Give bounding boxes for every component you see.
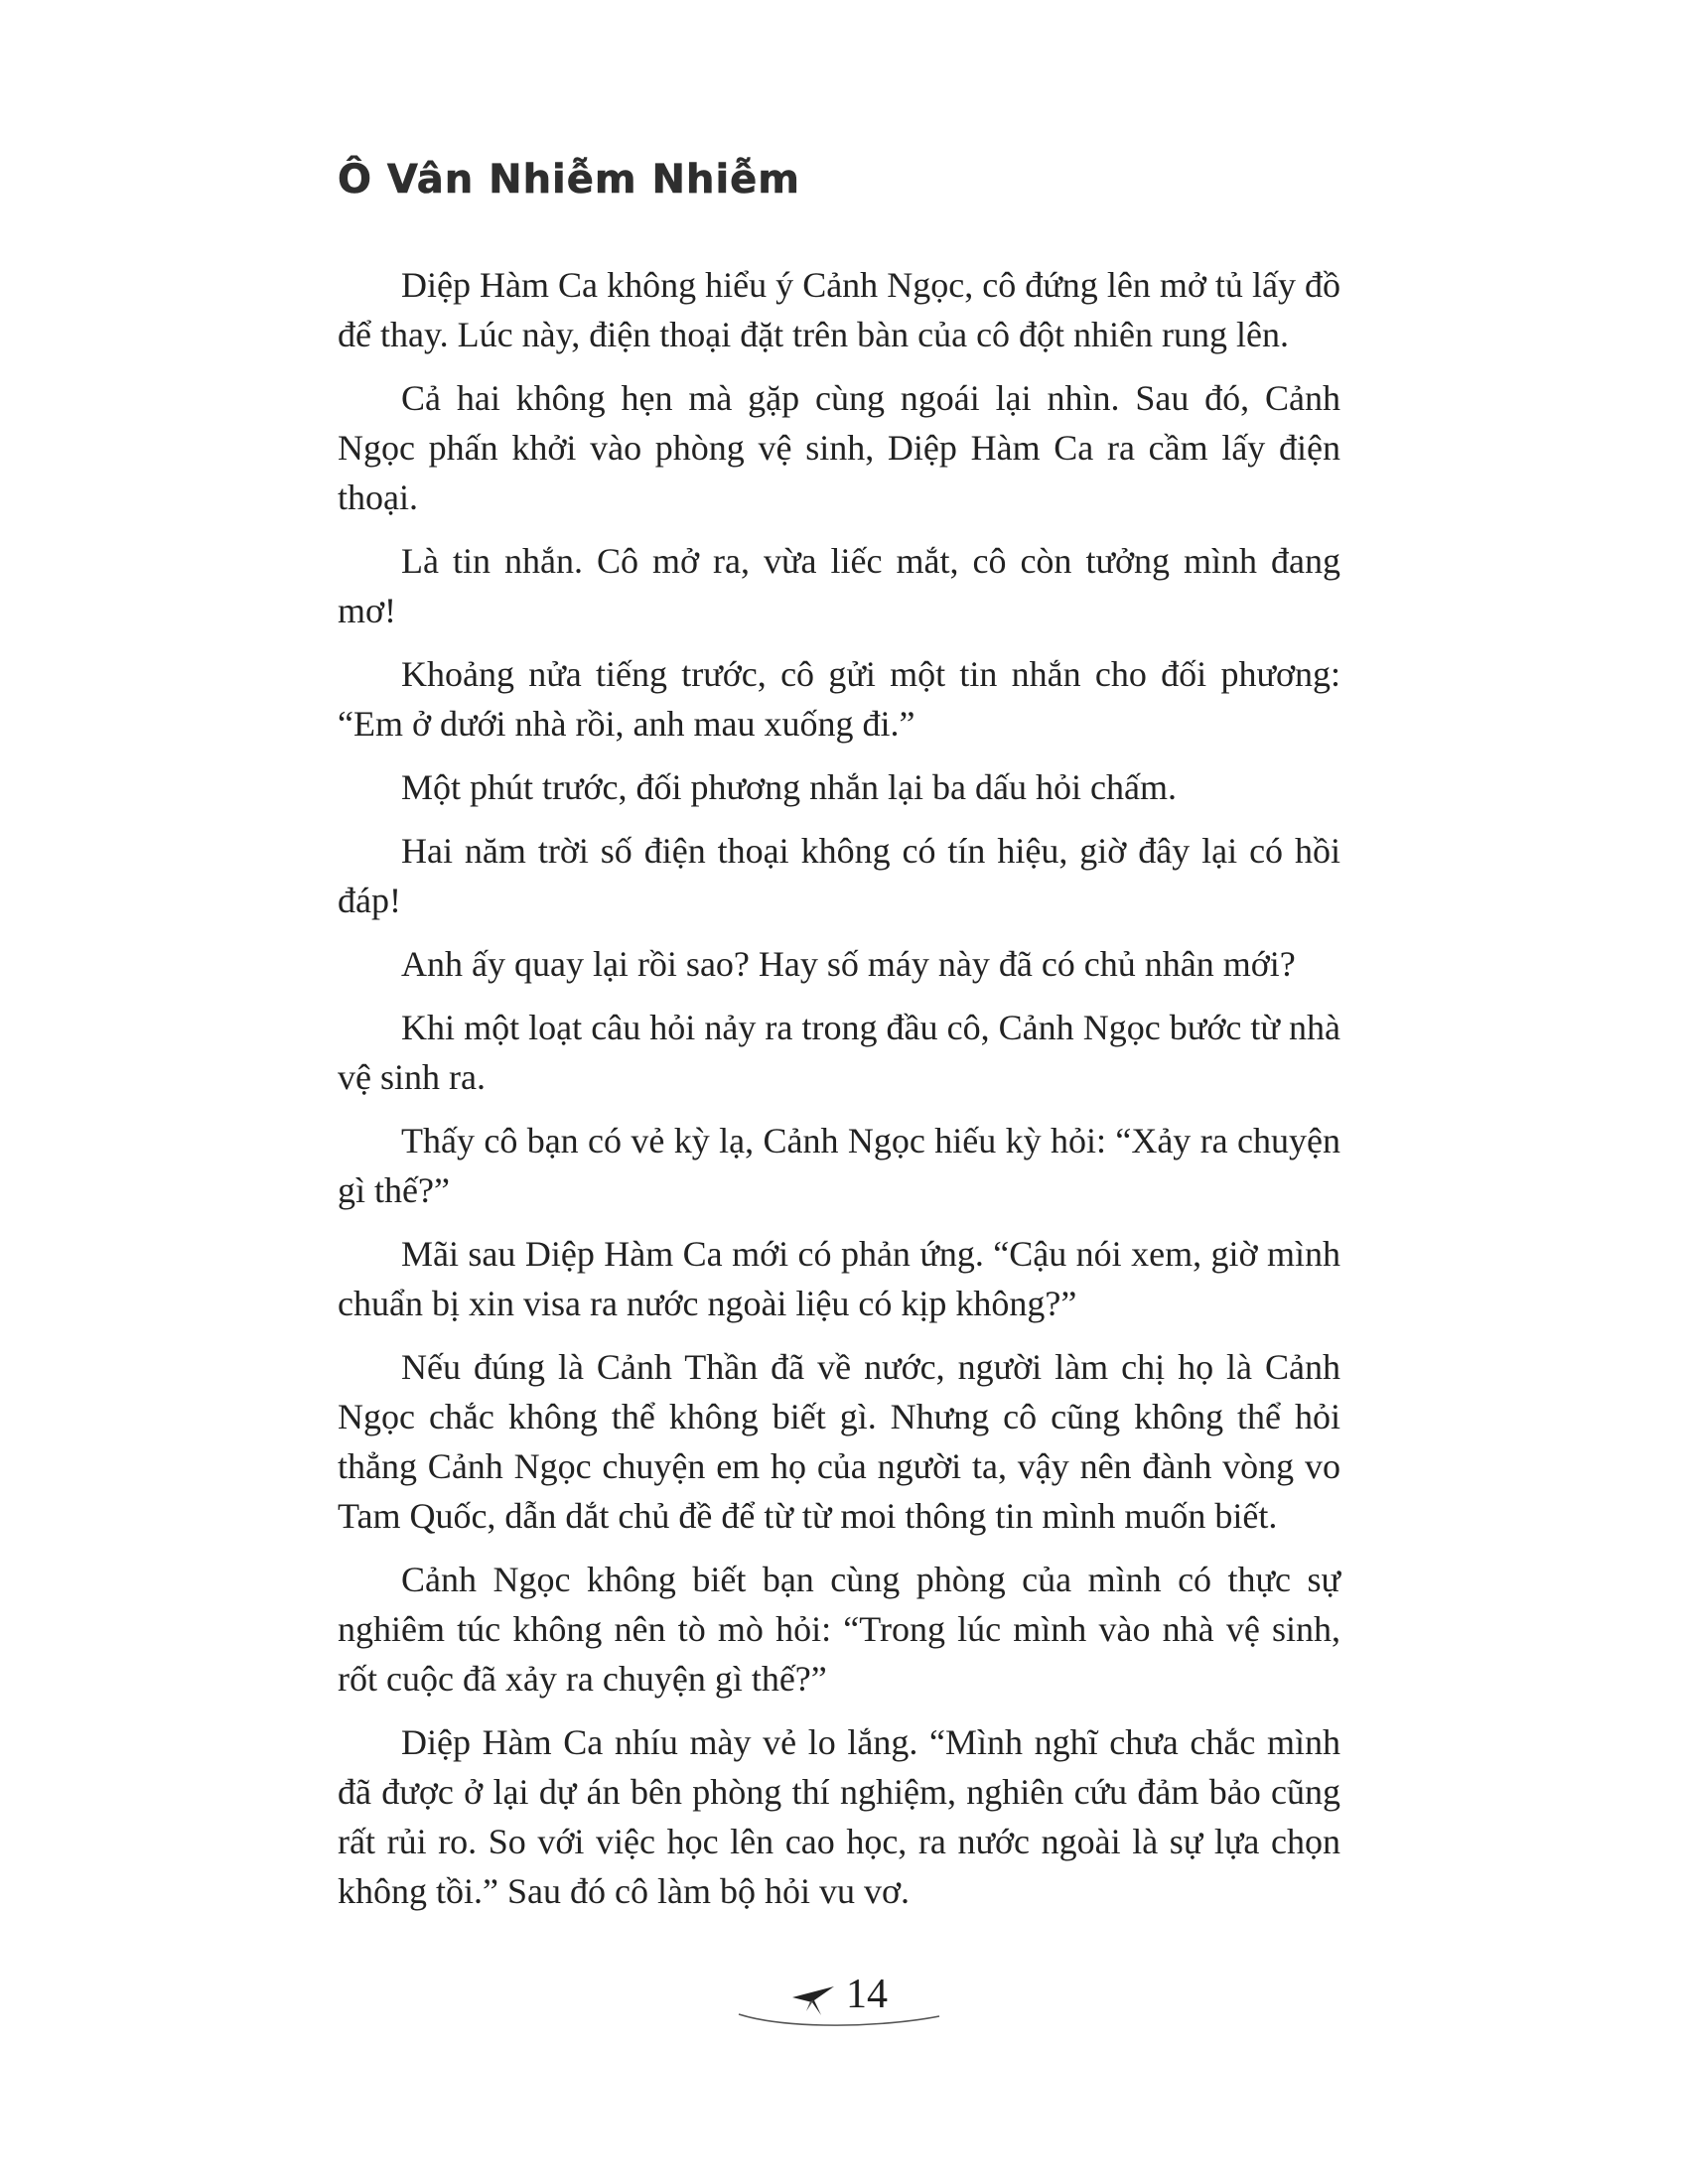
- paragraph: Là tin nhắn. Cô mở ra, vừa liếc mắt, cô còn tưởng mình đang mơ!: [338, 541, 1340, 630]
- paragraph: Một phút trước, đối phương nhắn lại ba dấu hỏi chấm.: [401, 767, 1177, 807]
- body-text: [338, 260, 1340, 1916]
- paragraph: Diệp Hàm Ca nhíu mày vẻ lo lắng. “Mình nghĩ chưa chắc mình đã được ở lại dự án bên phòng thí nghiệm, nghiên cứu đảm bảo cũng rất rủi ro. So với việc học lên cao học, ra nước ngoài là sự lựa chọn không tồi.” Sau đó cô làm bộ hỏi vu vơ.: [338, 1722, 1340, 1911]
- paragraph: Mãi sau Diệp Hàm Ca mới có phản ứng. “Cậu nói xem, giờ mình chuẩn bị xin visa ra nước ngoài liệu có kịp không?”: [338, 1234, 1340, 1323]
- page-content: [338, 157, 1340, 1930]
- paragraph: Khi một loạt câu hỏi nảy ra trong đầu cô, Cảnh Ngọc bước từ nhà vệ sinh ra.: [338, 1008, 1340, 1097]
- paragraph: Diệp Hàm Ca không hiểu ý Cảnh Ngọc, cô đứng lên mở tủ lấy đồ để thay. Lúc này, điện thoại đặt trên bàn của cô đột nhiên rung lên.: [338, 265, 1340, 354]
- paragraph: Nếu đúng là Cảnh Thần đã về nước, người làm chị họ là Cảnh Ngọc chắc không thể không biết gì. Nhưng cô cũng không thể hỏi thẳng Cảnh Ngọc chuyện em họ của người ta, vậy nên đành vòng vo Tam Quốc, dẫn dắt chủ đề để từ từ moi thông tin mình muốn biết.: [338, 1347, 1340, 1536]
- page-number: 14: [846, 1972, 888, 2017]
- flight-trail-line: [735, 2010, 943, 2030]
- paragraph: Thấy cô bạn có vẻ kỳ lạ, Cảnh Ngọc hiếu kỳ hỏi: “Xảy ra chuyện gì thế?”: [338, 1121, 1340, 1210]
- paragraph: Cả hai không hẹn mà gặp cùng ngoái lại nhìn. Sau đó, Cảnh Ngọc phấn khởi vào phòng vệ sinh, Diệp Hàm Ca ra cầm lấy điện thoại.: [338, 378, 1340, 517]
- paragraph: Khoảng nửa tiếng trước, cô gửi một tin nhắn cho đối phương: “Em ở dưới nhà rồi, anh mau xuống đi.”: [338, 654, 1340, 744]
- running-header-title: Ô Vân Nhiễm Nhiễm: [338, 157, 800, 203]
- paragraph: Hai năm trời số điện thoại không có tín hiệu, giờ đây lại có hồi đáp!: [338, 831, 1340, 920]
- paragraph: Anh ấy quay lại rồi sao? Hay số máy này đã có chủ nhân mới?: [401, 944, 1296, 984]
- page-footer: [338, 1971, 1340, 2030]
- paragraph: Cảnh Ngọc không biết bạn cùng phòng của mình có thực sự nghiêm túc không nên tò mò hỏi: “Trong lúc mình vào nhà vệ sinh, rốt cuộc đã xảy ra chuyện gì thế?”: [338, 1560, 1340, 1699]
